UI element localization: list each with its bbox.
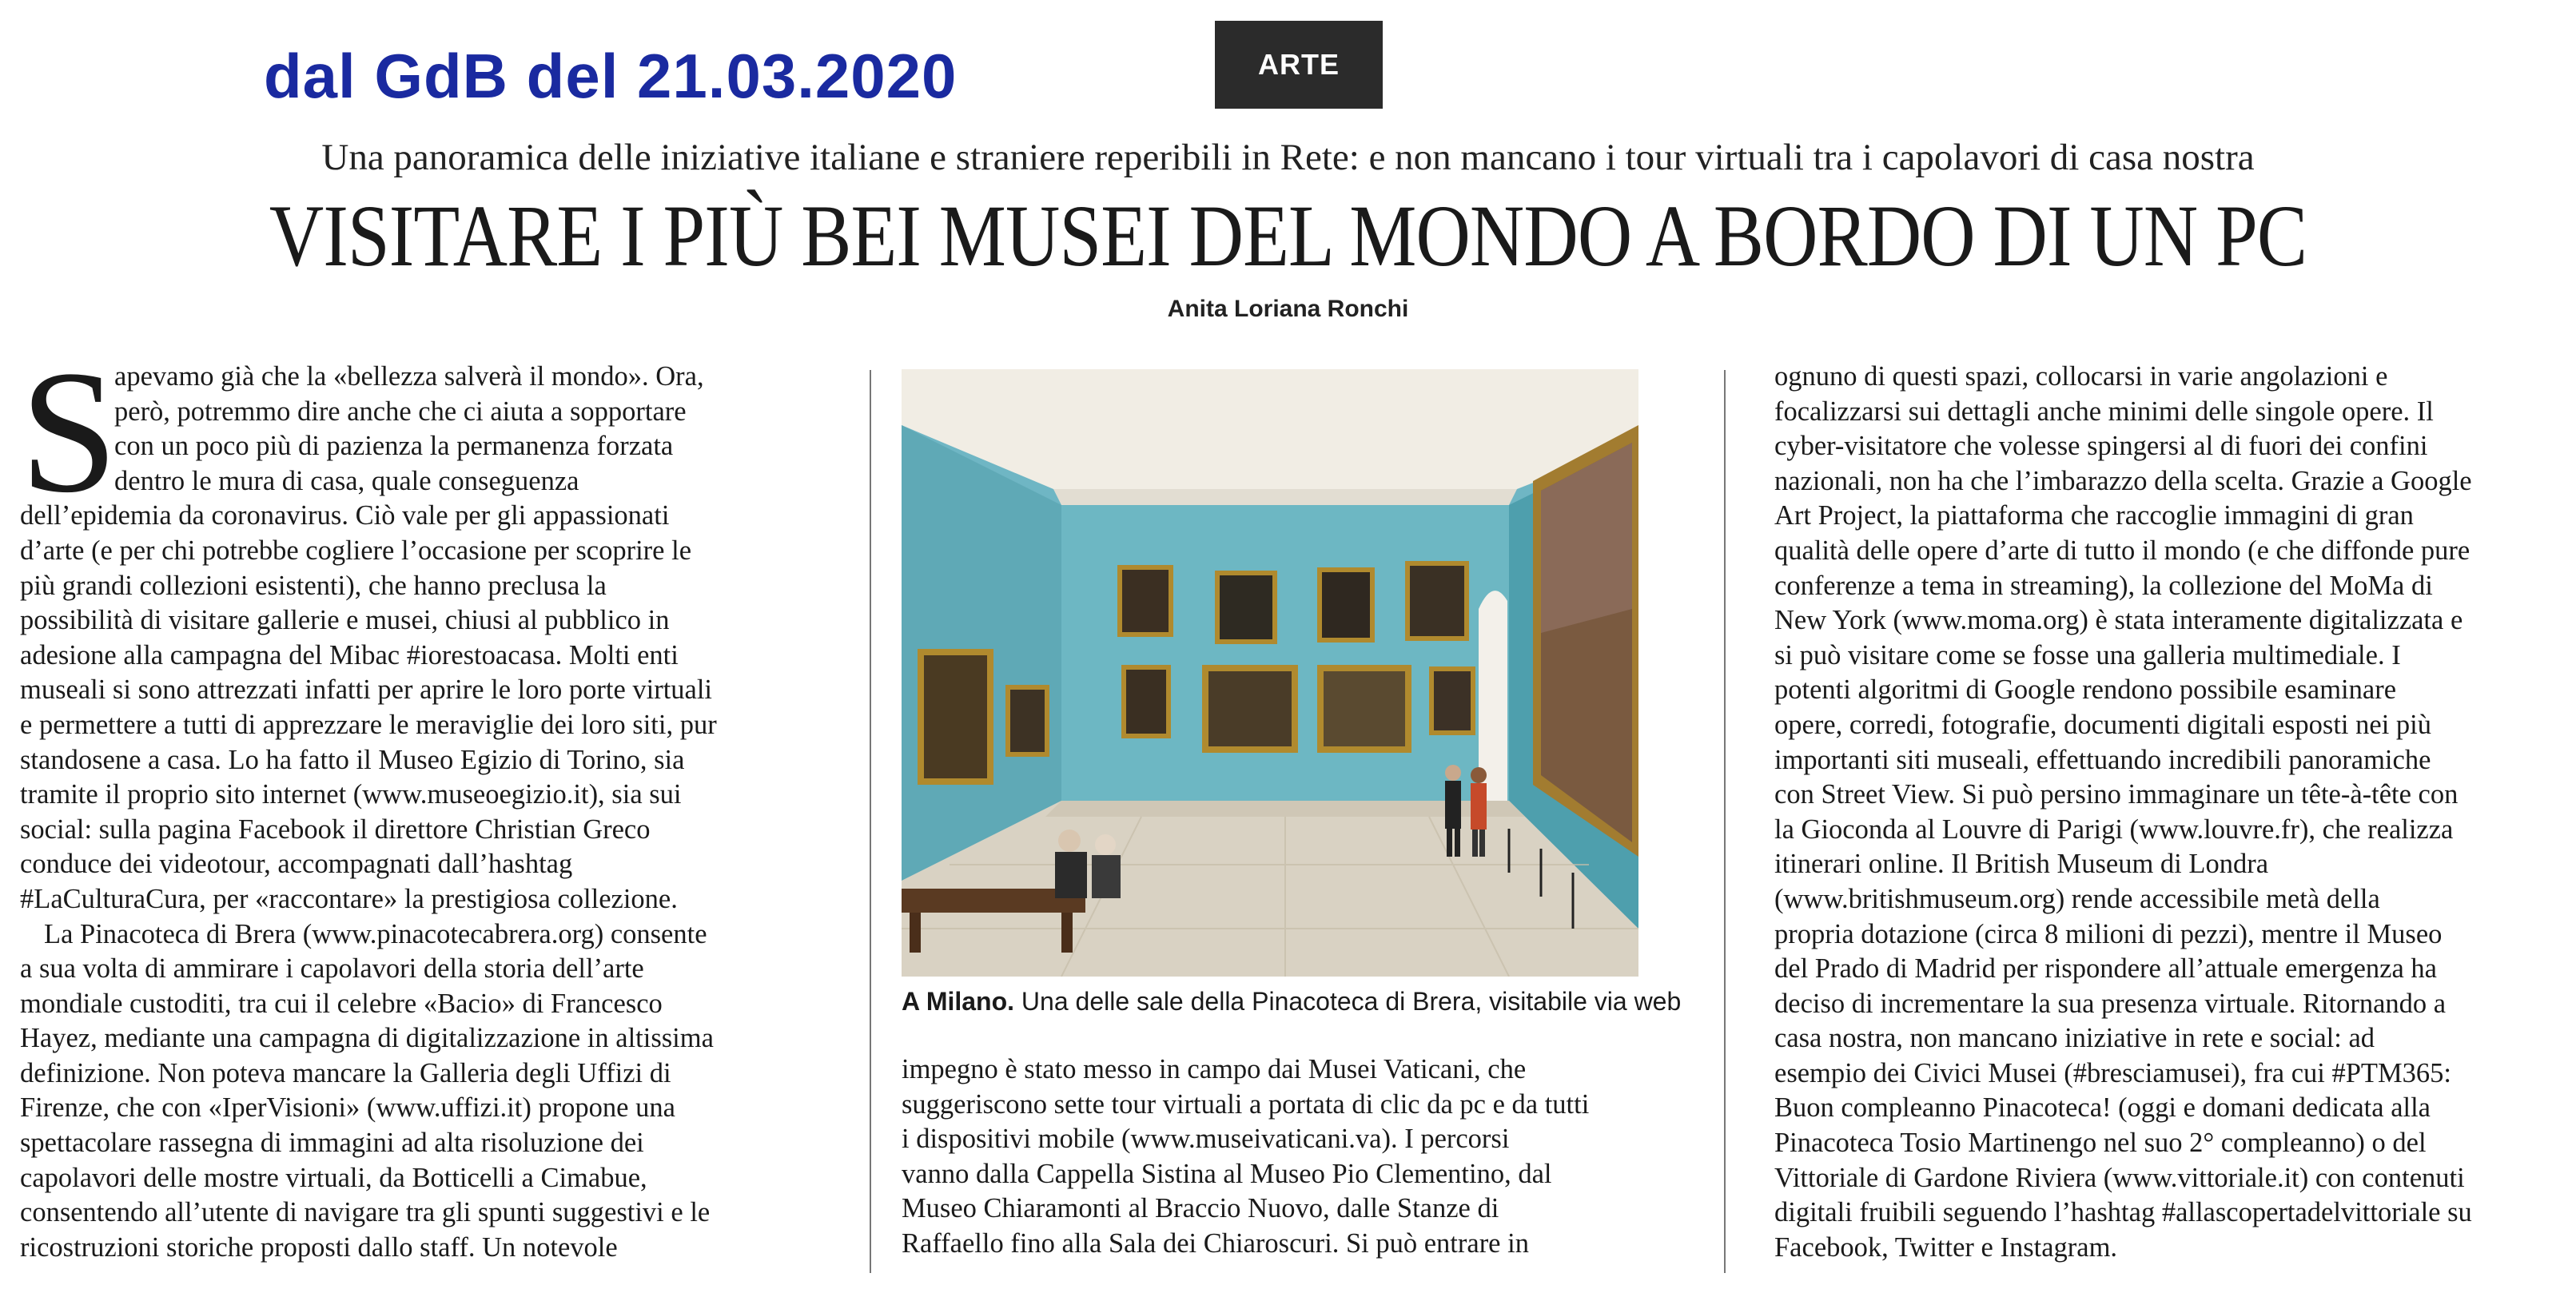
caption-place: A Milano. [902, 987, 1015, 1016]
text-line: impegno è stato messo in campo dai Musei Vaticani, che [902, 1054, 1527, 1084]
column-1 [20, 360, 835, 1265]
text-line: opere, corredi, fotografie, documenti digitali esposti nei più [1774, 709, 2432, 740]
text-line: Art Project, la piattaforma che raccoglie immagini di gran [1774, 500, 2414, 531]
text-line: d’arte (e per chi potrebbe cogliere l’occasione per scoprire le [20, 535, 692, 566]
text-line: si può visitare come se fosse una galleria multimediale. I [1774, 639, 2401, 670]
article-photo [902, 369, 1638, 977]
article-byline: Anita Loriana Ronchi [1167, 296, 1409, 322]
text-line: Pinacoteca Tosio Martinengo nel suo 2° compleanno) o del [1774, 1128, 2427, 1159]
text-line: importanti siti museali, effettuando incredibili panoramiche [1774, 744, 2431, 775]
text-line: cyber-visitatore che volesse spingersi al di fuori dei confini [1774, 431, 2428, 462]
text-line: deciso di incrementare la sua presenza virtuale. Ritornando a [1774, 988, 2447, 1019]
text-line: Hayez, mediante una campagna di digitalizzazione in altissima [20, 1023, 714, 1054]
column-3 [1774, 360, 2574, 1265]
drop-cap: S [20, 334, 118, 529]
text-line: i dispositivi mobile (www.museivaticani.va). I percorsi [902, 1124, 1510, 1155]
text-line: La Pinacoteca di Brera (www.pinacotecabrera.org) consente [44, 918, 707, 949]
text-line: capolavori delle mostre virtuali, da Botticelli a Cimabue, [20, 1162, 647, 1193]
text-line: Museo Chiaramonti al Braccio Nuovo, dalle Stanze di [902, 1193, 1499, 1224]
text-line: nazionali, non ha che l’imbarazzo della scelta. Grazie a Google [1774, 465, 2472, 496]
text-line: esempio dei Civici Musei (#bresciamusei), fra cui #PTM365: [1774, 1057, 2451, 1088]
text-line: conferenze a tema in streaming), la collezione del MoMa di [1774, 570, 2433, 601]
text-line: Buon compleanno Pinacoteca! (oggi e domani dedicata alla [1774, 1092, 2431, 1124]
text-line: Firenze, che con «IperVisioni» (www.uffizi.it) propone una [20, 1092, 675, 1124]
text-line: suggeriscono sette tour virtuali a portata di clic da pc e da tutti [902, 1088, 1590, 1120]
text-line: apevamo già che la «bellezza salverà il mondo». Ora, [114, 361, 704, 392]
text-line: social: sulla pagina Facebook il direttore Christian Greco [20, 814, 651, 845]
text-line: standosene a casa. Lo ha fatto il Museo Egizio di Torino, sia [20, 744, 685, 775]
text-line: Raffaello fino alla Sala dei Chiaroscuri. Si può entrare in [902, 1227, 1529, 1259]
caption-text: Una delle sale della Pinacoteca di Brera, visitabile via web [1014, 987, 1682, 1016]
text-line: a sua volta di ammirare i capolavori della storia dell’arte [20, 953, 644, 985]
text-line: del Prado di Madrid per rispondere all’attuale emergenza ha [1774, 953, 2437, 985]
text-line: dentro le mura di casa, quale conseguenza [114, 465, 579, 496]
text-line: la Gioconda al Louvre di Parigi (www.louvre.fr), che realizza [1774, 814, 2454, 845]
text-line: però, potremmo dire anche che ci aiuta a sopportare [114, 396, 687, 427]
article-headline: VISITARE I PIÙ BEI MUSEI DEL MONDO A BORDO DI UN PC [269, 187, 2307, 284]
text-line: digitali fruibili seguendo l’hashtag #allascopertadelvittoriale su [1774, 1197, 2472, 1228]
text-line: tramite il proprio sito internet (www.museoegizio.it), sia sui [20, 779, 682, 810]
text-line: ognuno di questi spazi, collocarsi in varie angolazioni e [1774, 361, 2388, 392]
photo-caption [902, 987, 1681, 1017]
text-line: itinerari online. Il British Museum di Londra [1774, 849, 2269, 880]
text-line: consentendo all’utente di navigare tra gli spunti suggestivi e le [20, 1197, 711, 1228]
text-line: definizione. Non poteva mancare la Galleria degli Uffizi di [20, 1057, 671, 1088]
column-divider [1724, 370, 1726, 1273]
text-line: più grandi collezioni esistenti), che hanno preclusa la [20, 570, 607, 601]
text-line: museali si sono attrezzati infatti per aprire le loro porte virtuali [20, 674, 713, 706]
text-line: ricostruzioni storiche proposti dallo staff. Un notevole [20, 1231, 618, 1263]
text-line: dell’epidemia da coronavirus. Ciò vale per gli appassionati [20, 500, 670, 531]
text-line: focalizzarsi sui dettagli anche minimi delle singole opere. Il [1774, 396, 2434, 427]
section-tag: ARTE [1215, 21, 1383, 109]
text-line: vanno dalla Cappella Sistina al Museo Pio Clementino, dal [902, 1158, 1552, 1189]
text-line: con Street View. Si può persino immaginare un tête-à-tête con [1774, 779, 2459, 810]
article-kicker: Una panoramica delle iniziative italiane e straniere reperibili in Rete: e non mancano i tour virtuali tra i capolavori di casa nostra [321, 137, 2255, 178]
text-line: (www.britishmuseum.org) rende accessibile metà della [1774, 883, 2380, 914]
text-line: mondiale custoditi, tra cui il celebre «Bacio» di Francesco [20, 988, 663, 1019]
text-line: qualità delle opere d’arte di tutto il mondo (e che diffonde pure [1774, 535, 2470, 566]
text-line: adesione alla campagna del Mibac #iorestoacasa. Molti enti [20, 639, 679, 670]
text-line: New York (www.moma.org) è stata interamente digitalizzata e [1774, 605, 2463, 636]
text-line: con un poco più di pazienza la permanenza forzata [114, 431, 674, 462]
text-line: potenti algoritmi di Google rendono possibile esaminare [1774, 674, 2397, 706]
text-line: Facebook, Twitter e Instagram. [1774, 1231, 2118, 1263]
text-line: conduce dei videotour, accompagnati dall’hashtag [20, 849, 573, 880]
column-2 [902, 1052, 1701, 1262]
text-line: #LaCulturaCura, per «raccontare» la prestigiosa collezione. [20, 883, 678, 914]
text-line: casa nostra, non mancano iniziative in rete e social: ad [1774, 1023, 2375, 1054]
clipping-date-stamp: dal GdB del 21.03.2020 [264, 41, 958, 111]
text-line: e permettere a tutti di apprezzare le meraviglie dei loro siti, pur [20, 709, 717, 740]
text-line: Vittoriale di Gardone Riviera (www.vittoriale.it) con contenuti [1774, 1162, 2465, 1193]
text-line: spettacolare rassegna di immagini ad alta risoluzione dei [20, 1128, 644, 1159]
text-line: possibilità di visitare gallerie e musei, chiusi al pubblico in [20, 605, 670, 636]
column-divider [870, 370, 871, 1273]
text-line: propria dotazione (circa 8 milioni di pezzi), mentre il Museo [1774, 918, 2443, 949]
